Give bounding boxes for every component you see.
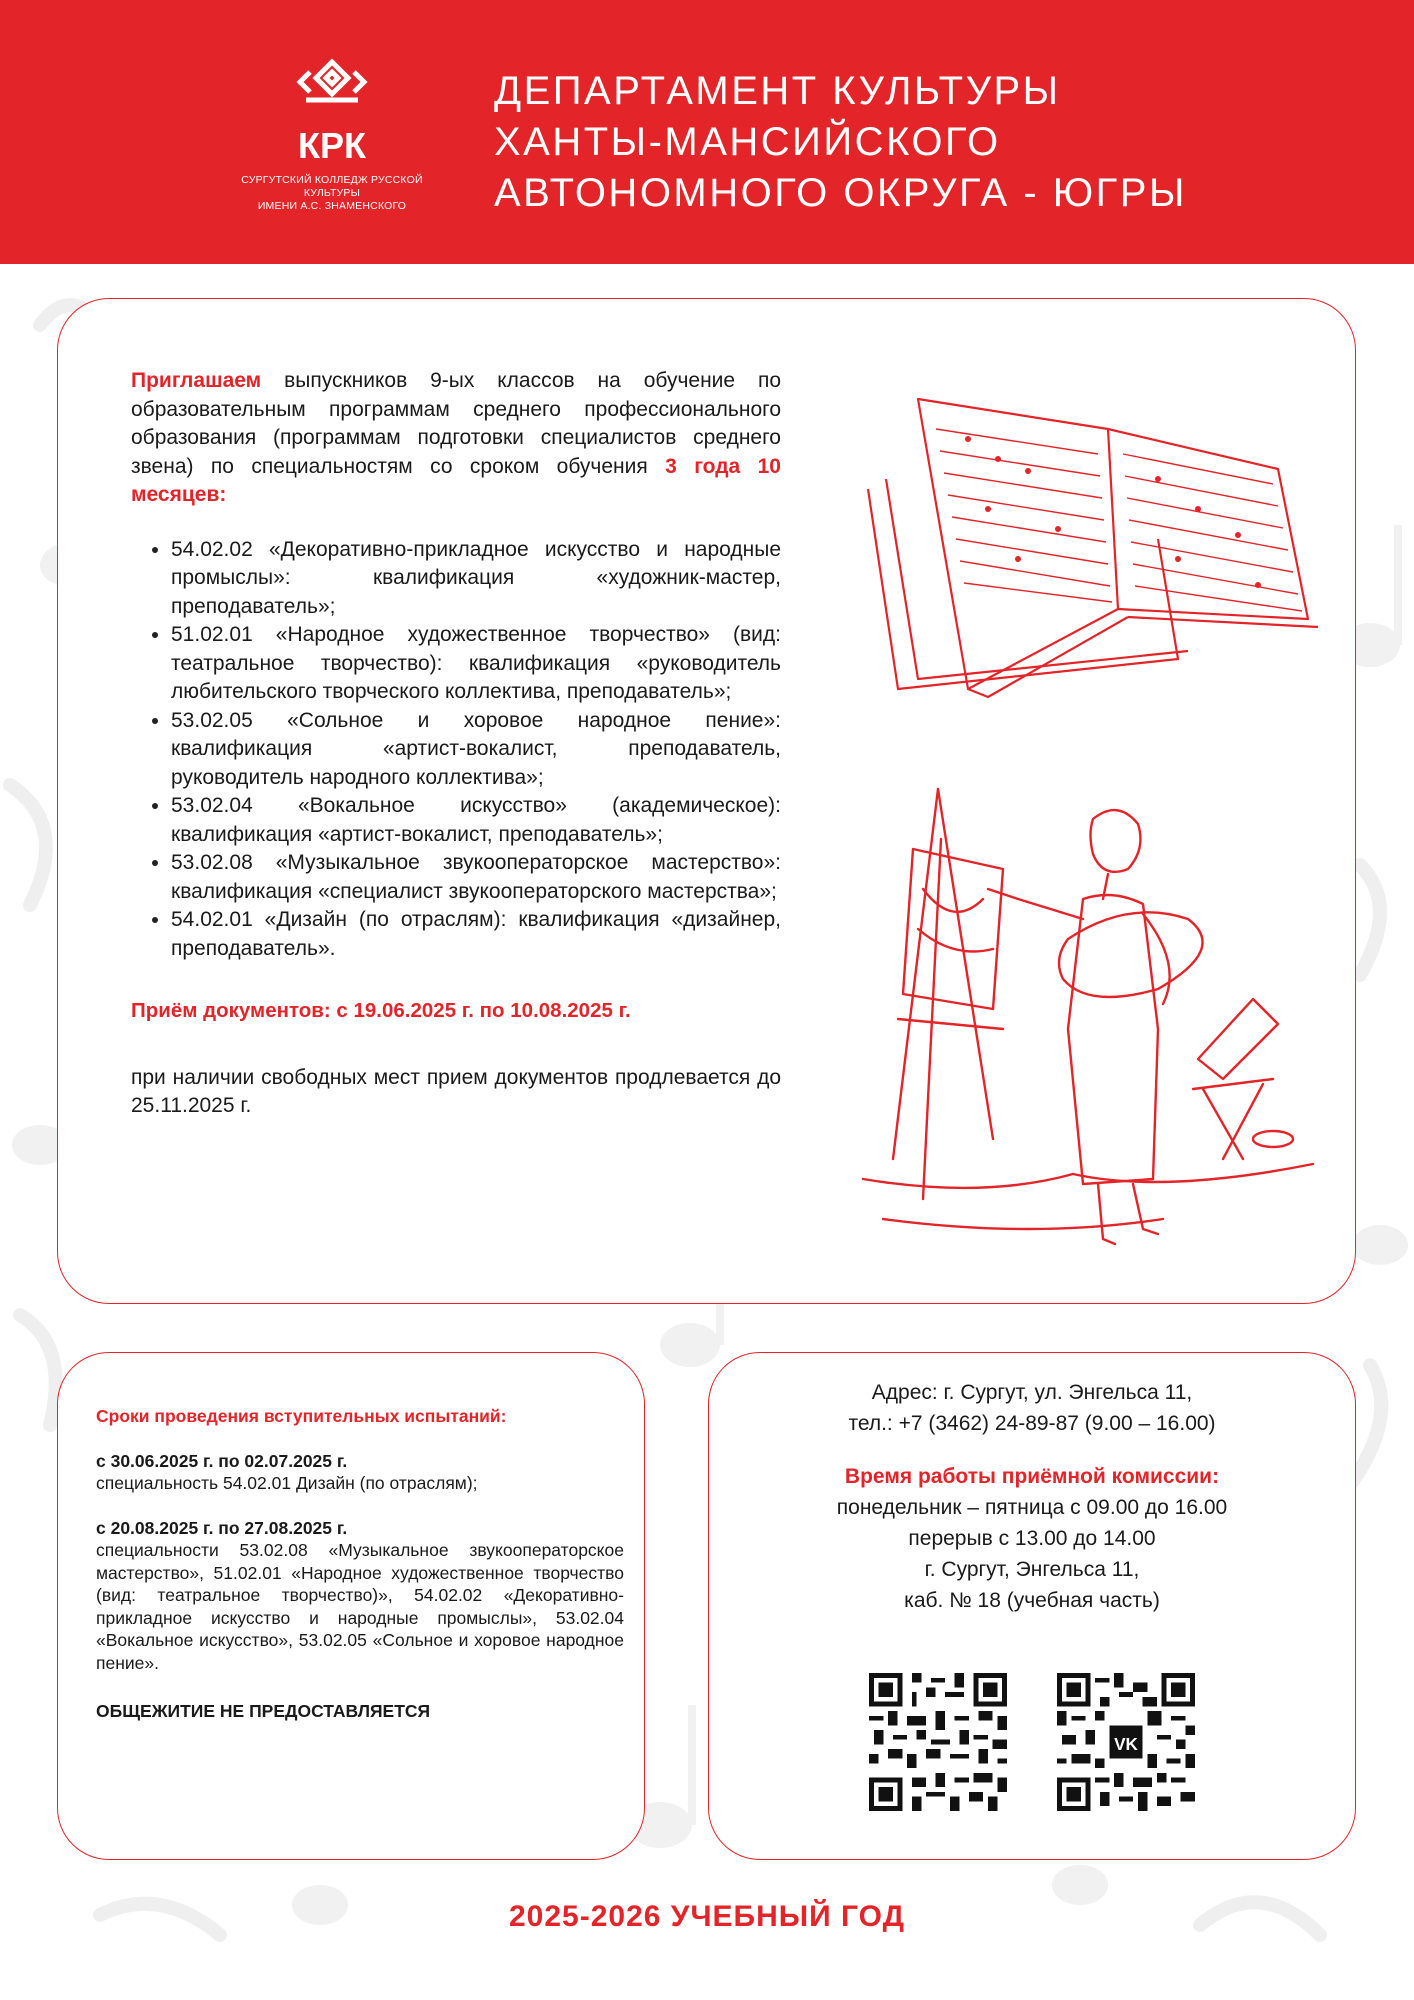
study-duration: 3 года 10 месяцев: bbox=[131, 454, 781, 506]
office-address: г. Сургут, Энгельса 11, bbox=[924, 1558, 1140, 1581]
contacts-card bbox=[708, 1352, 1356, 1860]
address-line: Адрес: г. Сургут, ул. Энгельса 11, bbox=[871, 1381, 1193, 1404]
sheet-music-illustration bbox=[858, 359, 1338, 719]
phone-line: тел.: +7 (3462) 24-89-87 (9.00 – 16.00) bbox=[848, 1412, 1216, 1435]
exam-period-block bbox=[96, 1450, 624, 1495]
schedule-break: перерыв с 13.00 до 14.00 bbox=[908, 1527, 1156, 1550]
academic-year: 2025-2026 УЧЕБНЫЙ ГОД bbox=[509, 1900, 905, 1933]
intro-highlight: Приглашаем bbox=[131, 369, 262, 392]
exam-period-dates: с 20.08.2025 г. по 27.08.2025 г. bbox=[96, 1517, 348, 1538]
deadline-extension-note: при наличии свободных мест прием документов продлевается до 25.11.2025 г. bbox=[131, 1065, 781, 1117]
main-info-card bbox=[57, 298, 1356, 1304]
intro-paragraph: Приглашаем выпускников 9-ых классов на обучение по образовательным программам среднего профессионального образования (программам подготовки специалистов среднего звена) по специальностям со сроком обучения 3 года 10 месяцев: bbox=[131, 369, 781, 506]
entrance-exams-card bbox=[57, 1352, 645, 1860]
exam-period-dates: с 30.06.2025 г. по 02.07.2025 г. bbox=[96, 1450, 348, 1471]
specialty-item: • 53.02.05 «Сольное и хоровое народное пение»: квалификация «артист-вокалист, преподаватель, руководитель народного коллектива»; bbox=[171, 707, 781, 793]
department-title: ДЕПАРТАМЕНТ КУЛЬТУРЫ ХАНТЫ-МАНСИЙСКОГО АВТОНОМНОГО ОКРУГА - ЮГРЫ bbox=[494, 69, 1187, 215]
exam-period-specialties: специальности 53.02.08 «Музыкальное звукооператорское мастерство», 51.02.01 «Народное художественное творчество (вид: театральное творчество)», 54.02.02 «Декоративно-прикладное искусство и народные промыслы», 53.02.04 «Вокальное искусство», 53.02.05 «Сольное и хоровое народное пение». bbox=[96, 1540, 624, 1673]
exams-title: Сроки проведения вступительных испытаний: bbox=[96, 1406, 507, 1426]
dormitory-notice: ОБЩЕЖИТИЕ НЕ ПРЕДОСТАВЛЯЕТСЯ bbox=[96, 1701, 431, 1721]
contacts-content bbox=[729, 1377, 1335, 1616]
vk-logo-icon: VK bbox=[1114, 1734, 1138, 1755]
qr-code-vk[interactable] bbox=[1057, 1673, 1195, 1811]
specialty-item: • 54.02.02 «Декоративно-прикладное искусство и народные промыслы»: квалификация «художник-мастер, преподаватель»; bbox=[171, 536, 781, 622]
exam-period-specialties: специальность 54.02.01 Дизайн (по отраслям); bbox=[96, 1473, 478, 1493]
commission-hours-title: Время работы приёмной комиссии: bbox=[844, 1465, 1220, 1488]
invitation-text bbox=[131, 367, 781, 1121]
logo-emblem-icon bbox=[292, 58, 372, 168]
qr-codes bbox=[869, 1673, 1199, 1813]
painter-illustration bbox=[853, 779, 1323, 1259]
svg-text:КРК: КРК bbox=[298, 125, 366, 166]
specialty-item: • 51.02.01 «Народное художественное творчество» (вид: театральное творчество): квалификация «руководитель любительского творческого коллектива, преподаватель»; bbox=[171, 621, 781, 707]
college-logo bbox=[232, 58, 432, 218]
specialty-item: • 53.02.04 «Вокальное искусство» (академическое): квалификация «артист-вокалист, преподаватель»; bbox=[171, 792, 781, 849]
header-banner bbox=[0, 0, 1414, 264]
specialty-item: • 53.02.08 «Музыкальное звукооператорское мастерство»: квалификация «специалист звукооператорского мастерства»; bbox=[171, 849, 781, 906]
schedule-days: понедельник – пятница с 09.00 до 16.00 bbox=[836, 1496, 1228, 1519]
office-room: каб. № 18 (учебная часть) bbox=[904, 1589, 1160, 1612]
exams-content bbox=[96, 1405, 624, 1723]
specialty-list bbox=[131, 536, 781, 964]
document-deadline: Приём документов: с 19.06.2025 г. по 10.08.2025 г. bbox=[131, 999, 631, 1022]
specialty-item: • 54.02.01 «Дизайн (по отраслям): квалификация «дизайнер, преподаватель». bbox=[171, 906, 781, 963]
exam-period-block bbox=[96, 1517, 624, 1675]
qr-code-website[interactable] bbox=[869, 1673, 1007, 1811]
logo-caption: СУРГУТСКИЙ КОЛЛЕДЖ РУССКОЙ КУЛЬТУРЫ ИМЕНИ А.С. ЗНАМЕНСКОГО bbox=[241, 174, 423, 212]
